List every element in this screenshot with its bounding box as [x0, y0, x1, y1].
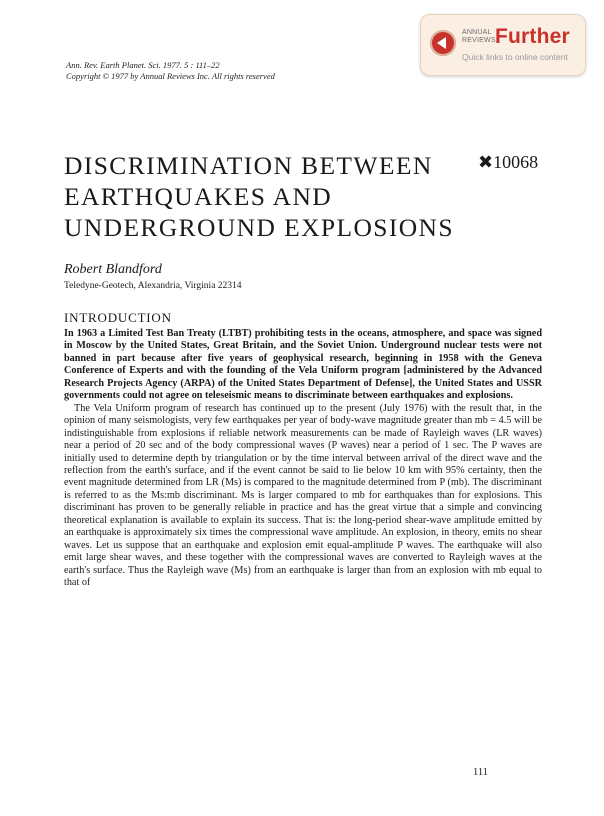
paragraph-1: In 1963 a Limited Test Ban Treaty (LTBT) prohibiting tests in the oceans, atmosphere, and space was signed in Moscow by the United States, Great Britain, and the Soviet Union. Underground nuclear tests were not banned in part because after five years of geophysical research, beginning in 1958 with the Geneva Conference of Experts and with the founding of the Vela Uniform program [administered by the Advanced Research Projects Agency (ARPA) of the United States Department of Defense], the United States and USSR governments could not agree on teleseismic means to discriminate between earthquakes and explosions. [64, 328, 542, 402]
citation-line-1: Ann. Rev. Earth Planet. Sci. 1977. 5 : 111–22 [66, 60, 220, 70]
annual-reviews-logo-text: ANNUAL REVIEWS [462, 29, 496, 44]
further-subtitle: Quick links to online content [462, 52, 568, 62]
body-text [64, 328, 542, 590]
paragraph-2: The Vela Uniform program of research has continued up to the present (July 1976) with the result that, in the opinion of many seismologists, very few earthquakes per year of body-wave magnitude greater than mb = 4.5 will be indistinguishable from explosions if reliable network measurements can be made of Rayleigh waves (LR waves) near a period of 20 sec and of the body compressional waves (P waves) near a period of 1 sec. The P waves are initially used to determine depth by triangulation or by the time interval between arrival of the direct wave and the reflection from the earth's surface, and if the event cannot be said to lie below 10 km with 95% certainty, then the event magnitude determined from LR (Ms) is compared to the magnitude determined from P (mb). The discriminant is referred to as the Ms:mb discriminant. Ms is larger compared to mb for earthquakes than for explosions. This discriminant has proven to be generally reliable in practice and has the great virtue that a simple and convincing theoretical explanation is available to explain its success. That is: the long-period shear-wave amplitude emitted by an earthquake is approximately six times the compressional wave amplitude. An explosion, in theory, emits no shear waves. Let us suppose that an earthquake and explosion emit equal-amplitude P waves. The earthquake will also emit large shear waves, and these together with the compressional waves are converted to Rayleigh waves at the earth's surface. Thus the Rayleigh wave (Ms) from an earthquake is larger than from an explosion with mb equal to that of [64, 402, 542, 589]
article-title: DISCRIMINATION BETWEEN EARTHQUAKES AND UNDERGROUND EXPLOSIONS [64, 151, 454, 242]
citation-line-2: Copyright © 1977 by Annual Reviews Inc. All rights reserved [66, 71, 275, 81]
further-title: Further [495, 25, 570, 48]
page-number: 111 [473, 767, 488, 778]
journal-citation [66, 60, 275, 82]
author-affiliation: Teledyne-Geotech, Alexandria, Virginia 22314 [64, 281, 242, 291]
article-id: ✖10068 [478, 152, 539, 172]
annual-reviews-further-badge[interactable] [420, 14, 586, 76]
author-name: Robert Blandford [64, 262, 162, 277]
arrow-left-icon [430, 30, 456, 56]
section-heading: INTRODUCTION [64, 310, 172, 325]
